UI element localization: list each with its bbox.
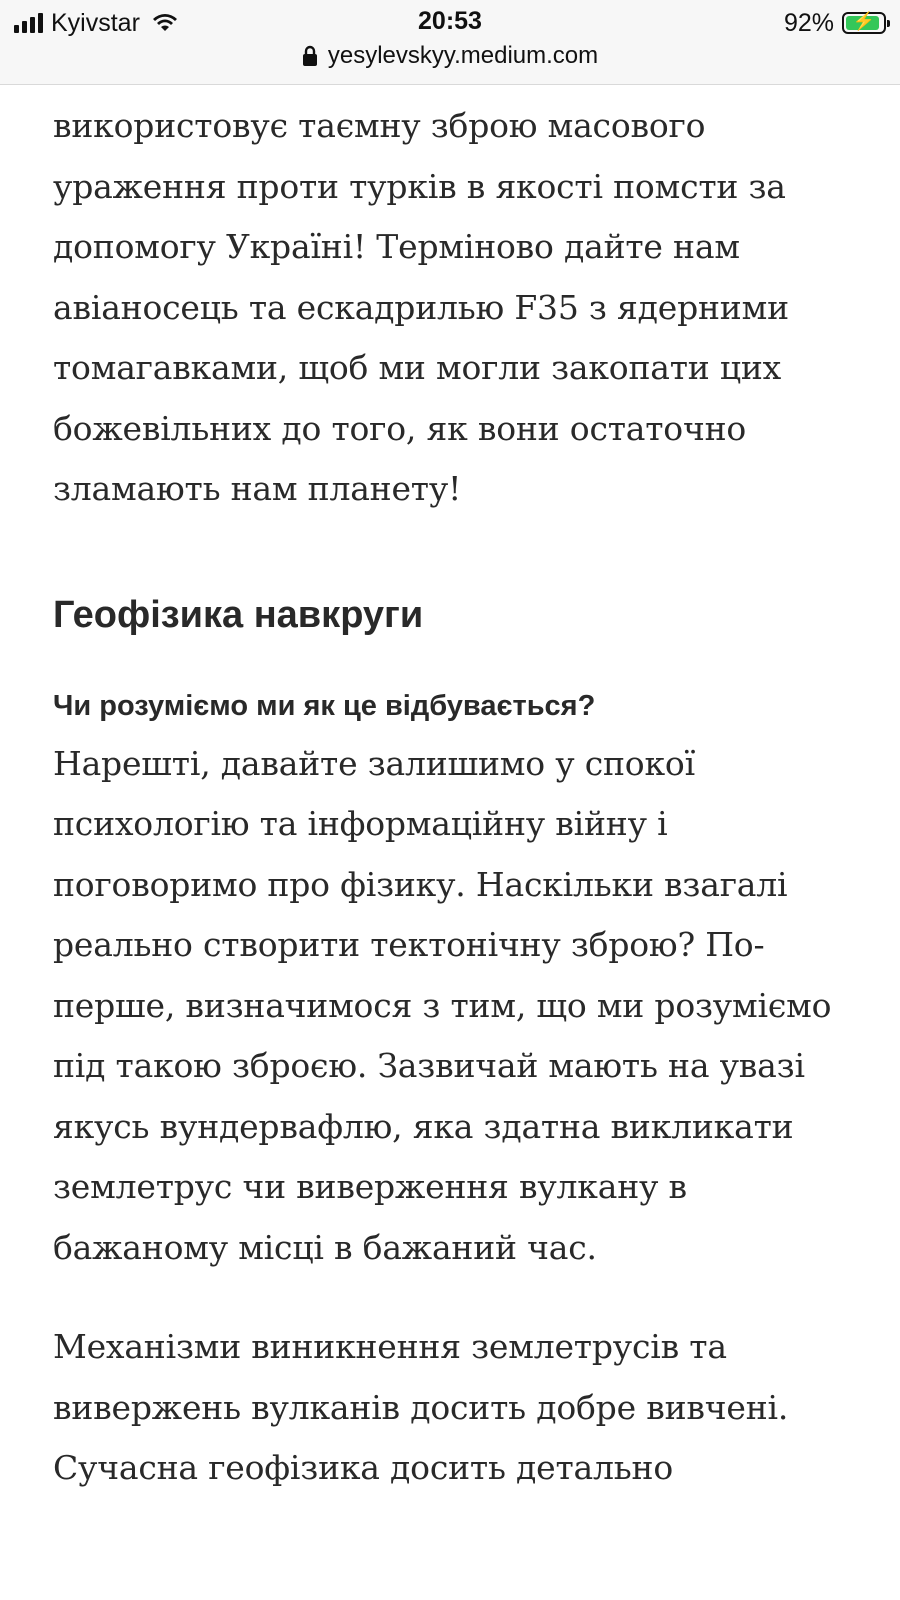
carrier-name: Kyivstar [51, 8, 140, 37]
url-bar[interactable] [0, 42, 900, 70]
article-paragraph: Механізми виникнення землетрусів та вивержень вулканів досить добре вивчені. Сучасна геофізика досить детально [53, 1327, 789, 1487]
status-time: 20:53 [418, 7, 482, 35]
browser-top-bar [0, 0, 900, 85]
sub-heading: Чи розуміємо ми як це відбувається? [53, 689, 596, 722]
battery-icon [842, 12, 886, 34]
battery-cap [887, 20, 890, 27]
battery-percent: 92% [783, 8, 834, 37]
url-domain: yesylevskyy.medium.com [327, 42, 599, 69]
article-paragraph: Нарешті, давайте залишимо у спокої психологію та інформаційну війну і поговоримо про фізику. Наскільки взагалі реально створити тектонічну зброю? По-перше, визначимося з тим, що ми розуміємо під такою зброєю. Зазвичай мають на увазі якусь вундервафлю, яка здатна викликати землетрус чи виверження вулкану в бажаному місці в бажаний час. [53, 743, 832, 1267]
section-heading: Геофізика навкруги [53, 593, 424, 636]
lock-icon [302, 45, 318, 67]
article-content [53, 96, 853, 1499]
status-right [784, 8, 886, 38]
article-paragraph: використовує таємну зброю масового ураження проти турків в якості помсти за допомогу Україні! Терміново дайте нам авіаносець та ескадрилью F35 з ядерними томагавками, щоб ми могли закопати цих божевільних до того, як вони остаточно зламають нам планету! [53, 106, 789, 508]
charging-bolt-icon: ⚡ [852, 11, 876, 31]
